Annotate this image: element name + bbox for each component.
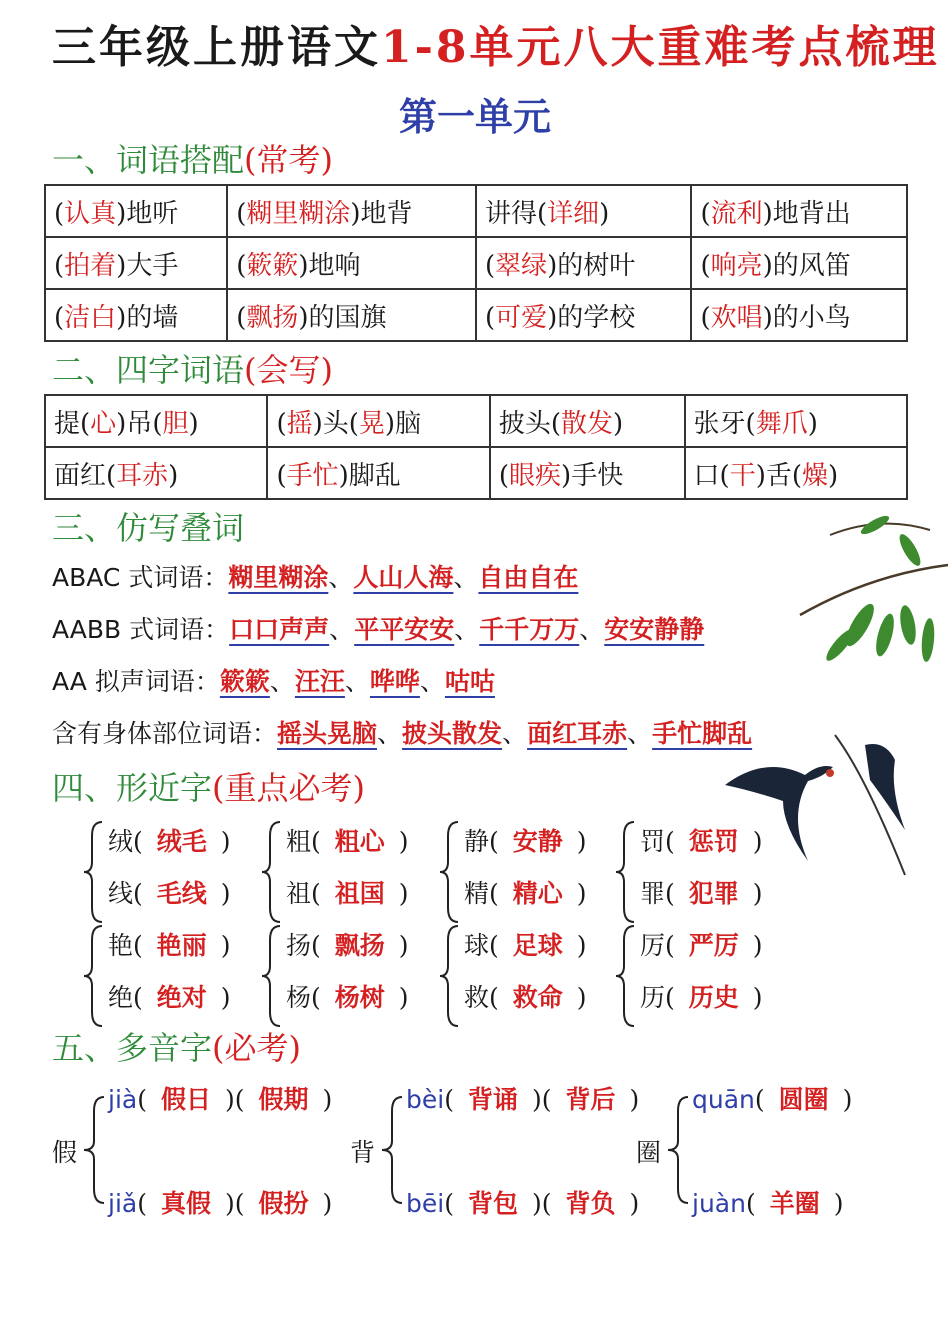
cell-suffix: )大手 [116,250,179,281]
char-line: 粗( 粗心 ) [286,827,409,856]
base-char: 粗 [286,827,312,856]
example-word: 背包 [467,1189,518,1218]
base-char: 罪 [640,879,666,908]
polyphone-char: 背 [350,1138,376,1167]
base-char: 绒 [108,827,134,856]
table-cell [45,447,267,499]
cell-answer: 糊里糊涂 [246,198,351,229]
pinyin-line: bèi( 背诵 )( 背后 ) [406,1085,640,1114]
brace-icon [438,820,462,924]
cell-text: )头( [312,408,359,439]
separator: 、 [328,563,354,592]
cell-suffix: )地听 [116,198,179,229]
cell-answer: 干 [729,460,756,491]
cell-prefix: ( [236,302,247,333]
example-word: 自由自在 [478,563,579,592]
table-cell [691,237,907,289]
cell-prefix: ( [236,250,247,281]
brace-icon [614,924,638,1028]
base-char: 精 [464,879,490,908]
cell-answer: 晃 [358,408,385,439]
table-cell [490,395,685,447]
example-word: 真假 [160,1189,211,1218]
cell-suffix: )的国旗 [298,302,387,333]
table-cell [227,237,476,289]
example-word: 背诵 [467,1085,518,1114]
brace-icon [82,1095,108,1205]
section-4-heading: 四、形近字(重点必考) [52,769,365,807]
separator: 、 [377,719,403,748]
cell-suffix: )的树叶 [547,250,636,281]
cell-suffix: )地响 [298,250,361,281]
example-word: 背后 [565,1085,616,1114]
char-group [260,922,440,1032]
table-cell [685,447,907,499]
separator: 、 [269,667,295,696]
char-line: 罚( 惩罚 ) [640,827,763,856]
word-row [52,662,495,702]
cell-prefix: ( [54,198,65,229]
brace-icon [614,820,638,924]
table-cell [227,185,476,237]
brace-icon [260,924,284,1028]
leaf-branch-icon [790,505,950,705]
cell-answer: 簌簌 [246,250,299,281]
cell-suffix: )地背出 [762,198,851,229]
cell-text: ) [828,460,839,491]
char-line: 历( 历史 ) [640,983,763,1012]
cell-prefix: 讲得( [484,198,548,229]
char-group [614,818,794,928]
example-word: 严厉 [688,931,739,960]
cell-text: )脑 [384,408,422,439]
cell-answer: 详细 [547,198,600,229]
cell-text: ) [807,408,818,439]
cell-answer: 可爱 [495,302,548,333]
table-cell [685,395,907,447]
char-line: 线( 毛线 ) [108,879,231,908]
cell-prefix: ( [700,250,711,281]
example-word: 哗哗 [369,667,420,696]
separator: 、 [627,719,653,748]
char-group [438,922,618,1032]
example-word: 糊里糊涂 [228,563,329,592]
cell-text: ( [276,460,287,491]
base-char: 绝 [108,983,134,1012]
separator: 、 [454,615,480,644]
example-word: 面红耳赤 [527,719,628,748]
table-cell [45,289,227,341]
example-word: 惩罚 [688,827,739,856]
cell-prefix: ( [484,302,496,333]
section-1-heading: 一、词语搭配(常考) [52,141,333,179]
base-char: 罚 [640,827,666,856]
table-cell [45,237,227,289]
char-line: 救( 救命 ) [464,983,587,1012]
example-word: 汪汪 [294,667,345,696]
pinyin: jiǎ [108,1189,138,1218]
row-label: AABB 式词语： [52,615,230,644]
base-char: 历 [640,983,666,1012]
cell-text: )吊( [116,408,163,439]
base-char: 祖 [286,879,312,908]
polyphone-char: 假 [52,1138,78,1167]
pinyin-line: quān( 圆圈 ) [692,1085,853,1114]
collocation-table [44,184,908,342]
cell-text: ( [276,408,287,439]
cell-answer: 心 [90,408,117,439]
example-word: 毛线 [156,879,207,908]
cell-answer: 舞爪 [755,408,808,439]
brace-icon [666,1095,692,1205]
pinyin-line: bēi( 背包 )( 背负 ) [406,1189,640,1218]
base-char: 静 [464,827,490,856]
cell-suffix: )的风笛 [762,250,851,281]
char-line: 罪( 犯罪 ) [640,879,763,908]
example-word: 艳丽 [156,931,207,960]
brace-icon [82,924,106,1028]
cell-text: ) [168,460,179,491]
cell-answer: 认真 [64,198,117,229]
example-word: 粗心 [334,827,385,856]
example-word: 人山人海 [353,563,454,592]
example-word: 手忙脚乱 [652,719,753,748]
example-word: 羊圈 [769,1189,820,1218]
cell-suffix: )的小鸟 [762,302,851,333]
example-word: 犯罪 [688,879,739,908]
cell-answer: 胆 [162,408,189,439]
cell-suffix: ) [599,198,610,229]
char-group [82,922,262,1032]
pinyin-line: juàn( 羊圈 ) [692,1189,844,1218]
cell-prefix: ( [54,250,65,281]
example-word: 历史 [688,983,739,1012]
cell-answer: 响亮 [710,250,763,281]
cell-answer: 摇 [286,408,313,439]
table-cell [490,447,685,499]
char-line: 精( 精心 ) [464,879,587,908]
table-cell [691,289,907,341]
char-group [82,818,262,928]
cell-text: )手快 [561,460,624,491]
section-2-heading: 二、四字词语(会写) [52,351,333,389]
example-word: 簌簌 [219,667,270,696]
char-line: 杨( 杨树 ) [286,983,409,1012]
table-cell [691,185,907,237]
pinyin: jià [108,1085,138,1114]
table-cell [476,237,692,289]
polyphone-char: 圈 [636,1138,662,1167]
example-word: 假日 [160,1085,211,1114]
four-char-table [44,394,908,500]
pinyin: bēi [406,1189,445,1218]
table-cell [227,289,476,341]
row-label: ABAC 式词语： [52,563,229,592]
base-char: 救 [464,983,490,1012]
table-cell [476,289,692,341]
example-word: 披头散发 [402,719,503,748]
word-row [52,610,704,650]
base-char: 球 [464,931,490,960]
cell-answer: 翠绿 [495,250,548,281]
separator: 、 [502,719,528,748]
separator: 、 [579,615,605,644]
cell-suffix: )地背 [350,198,413,229]
cell-suffix: )的墙 [116,302,179,333]
example-word: 绒毛 [156,827,207,856]
table-row [45,237,907,289]
cell-answer: 散发 [561,408,614,439]
cell-answer: 流利 [710,198,763,229]
separator: 、 [344,667,370,696]
table-row [45,185,907,237]
word-row [52,714,752,754]
cell-answer: 手忙 [286,460,339,491]
char-line: 厉( 严厉 ) [640,931,763,960]
example-word: 绝对 [156,983,207,1012]
char-line: 祖( 祖国 ) [286,879,409,908]
base-char: 艳 [108,931,134,960]
separator: 、 [453,563,479,592]
pinyin: bèi [406,1085,445,1114]
cell-suffix: )的学校 [547,302,636,333]
table-cell [267,395,489,447]
char-line: 静( 安静 ) [464,827,587,856]
base-char: 杨 [286,983,312,1012]
cell-text: 披头( [498,408,562,439]
char-group [614,922,794,1032]
section-5-heading: 五、多音字(必考) [52,1029,301,1067]
cell-answer: 拍着 [64,250,117,281]
char-group [260,818,440,928]
cell-text: 口( [693,460,730,491]
cell-text: )舌( [755,460,802,491]
cell-text: ( [498,460,510,491]
brace-icon [82,820,106,924]
char-group [438,818,618,928]
row-label: AA 拟声词语： [52,667,220,696]
cell-answer: 飘扬 [246,302,299,333]
pinyin: quān [692,1085,755,1114]
cell-text: )脚乱 [338,460,401,491]
table-cell [476,185,692,237]
cell-prefix: ( [484,250,496,281]
table-row [45,289,907,341]
word-row [52,558,578,598]
separator: 、 [329,615,355,644]
char-line: 艳( 艳丽 ) [108,931,231,960]
section-3-heading: 三、仿写叠词 [52,509,245,547]
char-line: 球( 足球 ) [464,931,587,960]
table-row [45,395,907,447]
cell-answer: 洁白 [64,302,117,333]
table-row [45,447,907,499]
cell-prefix: ( [700,302,711,333]
cell-prefix: ( [54,302,65,333]
cell-text: ) [613,408,624,439]
unit-title: 第一单元 [398,94,551,139]
brace-icon [260,820,284,924]
example-word: 平平安安 [354,615,455,644]
page-title: 三年级上册语文1-8单元八大重难考点梳理 [52,22,940,73]
cell-text: 提( [54,408,91,439]
cell-prefix: ( [236,198,247,229]
example-word: 安静 [512,827,563,856]
pinyin: juàn [692,1189,746,1218]
brace-icon [438,924,462,1028]
example-word: 足球 [512,931,563,960]
table-cell [45,395,267,447]
example-word: 千千万万 [479,615,580,644]
example-word: 口口声声 [229,615,330,644]
example-word: 精心 [512,879,563,908]
cell-answer: 耳赤 [116,460,169,491]
example-word: 假扮 [258,1189,309,1218]
char-line: 绝( 绝对 ) [108,983,231,1012]
brace-icon [380,1095,406,1205]
cell-text: 张牙( [693,408,756,439]
separator: 、 [419,667,445,696]
cell-answer: 燥 [802,460,829,491]
cell-text: 面红( [54,460,117,491]
example-word: 救命 [512,983,563,1012]
cell-prefix: ( [700,198,711,229]
example-word: 摇头晃脑 [277,719,378,748]
example-word: 祖国 [334,879,385,908]
example-word: 飘扬 [334,931,385,960]
pinyin-line: jià( 假日 )( 假期 ) [108,1085,333,1114]
cell-answer: 眼疾 [509,460,562,491]
base-char: 线 [108,879,134,908]
base-char: 扬 [286,931,312,960]
table-cell [45,185,227,237]
pinyin-line: jiǎ( 真假 )( 假扮 ) [108,1189,333,1218]
base-char: 厉 [640,931,666,960]
example-word: 咕咕 [444,667,495,696]
example-word: 背负 [565,1189,616,1218]
char-line: 扬( 飘扬 ) [286,931,409,960]
example-word: 安安静静 [604,615,705,644]
example-word: 假期 [258,1085,309,1114]
row-label: 含有身体部位词语： [52,719,278,748]
cell-text: ) [188,408,199,439]
table-cell [267,447,489,499]
char-line: 绒( 绒毛 ) [108,827,231,856]
example-word: 圆圈 [778,1085,829,1114]
example-word: 杨树 [334,983,385,1012]
cell-answer: 欢唱 [710,302,763,333]
